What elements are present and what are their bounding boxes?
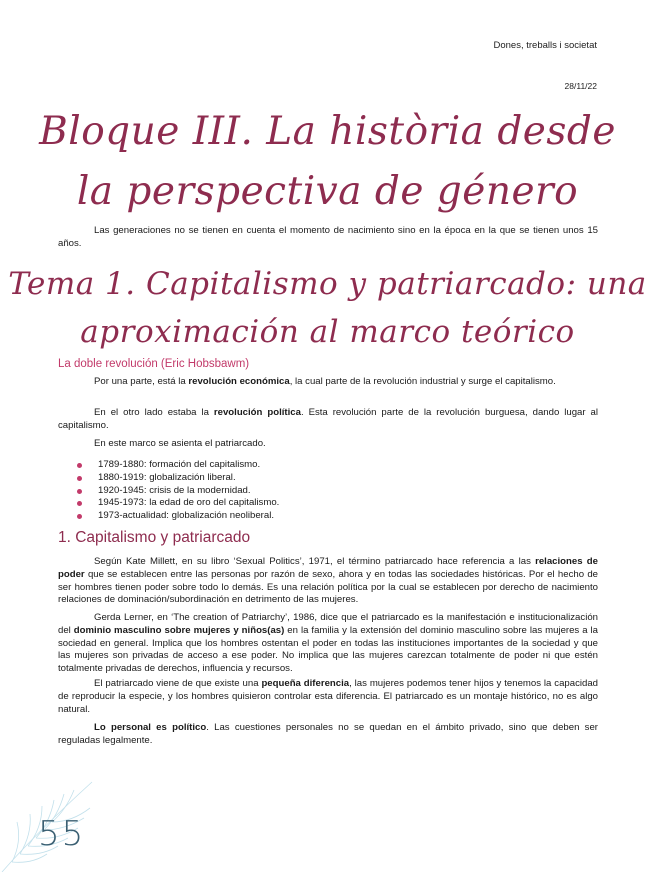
section-heading-capitalism-patriarchy: 1. Capitalismo y patriarcado — [58, 529, 251, 546]
text-segment: , la cual parte de la revolución industrial y surge el capitalismo. — [289, 376, 556, 387]
document-date: 28/11/22 — [564, 81, 597, 91]
main-title — [0, 102, 655, 222]
text-segment: . Esta revolución parte de la revolución burguesa, dando lugar al capitalismo. — [58, 407, 598, 431]
bullet-icon — [77, 489, 82, 494]
bold-term: pequeña diferencia — [261, 678, 350, 689]
paragraph-personal-political — [58, 722, 598, 748]
list-item-text: 1945-1973: la edad de oro del capitalismo. — [98, 497, 280, 509]
list-item-text: 1973-actualidad: globalización neoliberal. — [98, 510, 275, 522]
paragraph-small-difference — [58, 678, 598, 716]
paragraph-framework: En este marco se asienta el patriarcado. — [94, 438, 266, 449]
list-item — [58, 472, 598, 485]
list-item-text: 1880-1919: globalización liberal. — [98, 471, 236, 483]
paragraph-economic-revolution — [58, 376, 598, 389]
intro-paragraph: Las generaciones no se tienen en cuenta el momento de nacimiento sino en la época en la que se tienen unos 15 años. — [58, 225, 598, 249]
topic-title-line-2: aproximación al marco teórico — [80, 314, 575, 350]
bold-term: dominio masculino sobre mujeres y niños(as) — [73, 624, 285, 636]
text-segment: , las mujeres podemos tener hijos y tenemos la capacidad de reproducir la especie, y los hombres quisieron controlar esta diferencia. El patriarcado es un montaje histórico, no es algo natural. — [58, 678, 599, 715]
bold-term: relaciones de poder — [58, 556, 599, 580]
timeline-list — [58, 459, 598, 523]
list-item — [58, 497, 598, 510]
bold-term: revolución política — [213, 407, 301, 418]
text-segment: Por una parte, está la — [94, 376, 189, 387]
topic-title — [0, 260, 655, 356]
section-heading-double-revolution: La doble revolución (Eric Hobsbawm) — [58, 358, 250, 370]
paragraph-millett — [58, 556, 598, 607]
topic-title-line-1: Tema 1. Capitalismo y patriarcado: una — [8, 266, 647, 302]
bullet-icon — [77, 514, 82, 519]
list-item — [58, 459, 598, 472]
main-title-line-2: la perspectiva de género — [76, 169, 579, 214]
text-segment: que se establecen entre las personas por razón de sexo, ahora y en todas las sociedades históricas. Por el hecho de ser hombres tienen poder sobre todo lo demás. Es una relación política por la cual se establecen por derecho de nacimiento relaciones de dominación/subordinación en detrimento de las mujeres. — [58, 568, 598, 606]
bullet-icon — [77, 501, 82, 506]
paragraph-political-revolution — [58, 407, 598, 433]
text-segment: . Las cuestiones personales no se quedan en el ámbito privado, sino que deben ser reguladas legalmente. — [58, 722, 599, 746]
text-segment: en la familia y la extensión del dominio masculino sobre las mujeres a la sociedad en general. Implica que los hombres ostentan el poder en todas las instituciones importantes de la sociedad y que las mujeres son privadas de acceso a ese poder. No implica que las mujeres carezcan totalmente de poder ni que estén totalmente privadas de derechos, influencia y recursos. — [58, 624, 598, 674]
list-item-text: 1789-1880: formación del capitalismo. — [98, 459, 261, 470]
bold-term: revolución económica — [188, 376, 290, 387]
paragraph-lerner — [58, 612, 598, 676]
bullet-icon — [77, 463, 82, 468]
main-title-line-1: Bloque III. La història desde — [39, 109, 616, 154]
text-segment: Según Kate Millett, en su libro ‘Sexual Politics’, 1971, el término patriarcado hace referencia a las — [94, 556, 536, 567]
list-item-text: 1920-1945: crisis de la modernidad. — [98, 484, 251, 496]
list-item — [58, 510, 598, 523]
bold-term: Lo personal es político — [94, 722, 207, 733]
text-segment: Gerda Lerner, en ‘The creation of Patriarchy’, 1986, dice que el patriarcado es la manifestación e institucionalización del — [58, 612, 598, 636]
list-item — [58, 485, 598, 498]
document-subject: Dones, treballs i societat — [493, 40, 597, 51]
text-segment: El patriarcado viene de que existe una — [94, 678, 262, 689]
text-segment: En el otro lado estaba la — [94, 407, 214, 418]
bullet-icon — [77, 476, 82, 481]
page-number: 55 — [38, 814, 86, 854]
